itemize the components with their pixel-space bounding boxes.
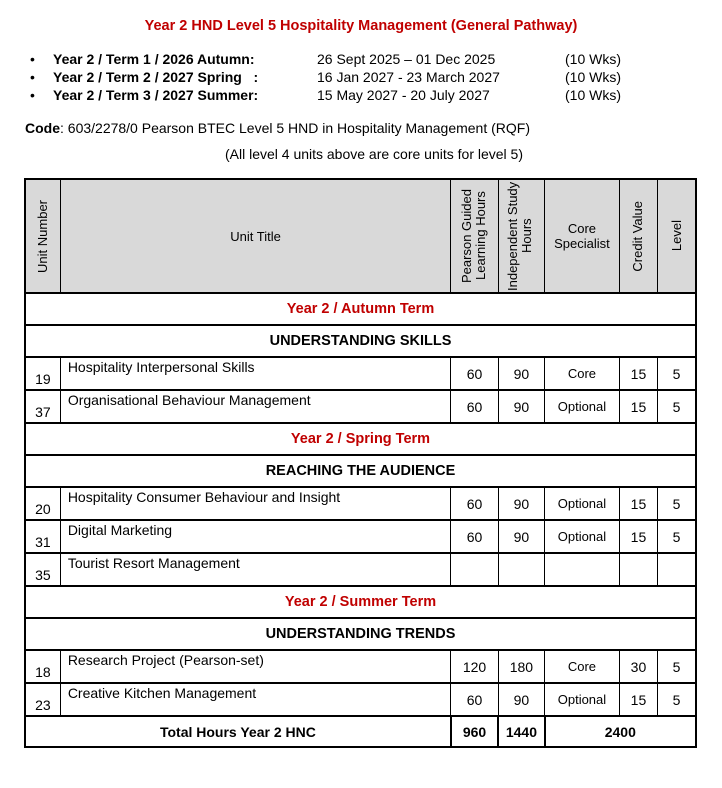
unit-title: Digital Marketing [60,520,450,553]
term-item [30,86,690,104]
credit-value: 15 [619,683,657,716]
bullet-icon: • [30,69,35,85]
term-item [30,68,690,86]
table-row [25,487,696,520]
note-text: (All level 4 units above are core units for level 5) [224,146,524,162]
independent-hours: 90 [498,390,544,423]
independent-hours: 180 [498,650,544,683]
unit-title: Organisational Behaviour Management [60,390,450,423]
total-overall-hours: 2400 [545,716,696,747]
term-heading-row [25,586,696,618]
unit-type: Core [545,357,620,390]
pearson-hours: 120 [451,650,498,683]
column-header-level: Level [658,179,696,293]
term-label: Year 2 / Term 2 / 2027 Spring : [53,69,259,85]
table-row [25,520,696,553]
column-header-core-specialist: Core Specialist [545,179,620,293]
unit-number: 18 [25,650,60,683]
credit-value [619,553,657,586]
code-label: Code [25,120,60,136]
core-units-note [0,146,722,162]
pearson-hours: 60 [451,390,498,423]
unit-number: 19 [25,357,60,390]
credit-value: 30 [619,650,657,683]
independent-hours: 90 [498,520,544,553]
unit-title: Tourist Resort Management [60,553,450,586]
term-dates: 26 Sept 2025 – 01 Dec 2025 [317,51,496,67]
term-item [30,50,690,68]
independent-hours [498,553,544,586]
pearson-hours: 60 [451,520,498,553]
units-table [24,178,697,748]
term-weeks: (10 Wks) [565,69,621,85]
term-heading: Year 2 / Spring Term [25,423,696,455]
unit-title: Research Project (Pearson-set) [60,650,450,683]
unit-number: 23 [25,683,60,716]
group-heading: UNDERSTANDING SKILLS [25,325,696,357]
group-heading-row [25,325,696,357]
column-header-pearson-hours: Pearson Guided Learning Hours [451,179,498,293]
term-dates: 16 Jan 2027 - 23 March 2027 [317,69,500,85]
total-label: Total Hours Year 2 HNC [25,716,451,747]
total-row [25,716,696,747]
unit-type: Optional [545,390,620,423]
level: 5 [658,683,696,716]
group-heading-row [25,455,696,487]
table-header-row [25,179,696,293]
level: 5 [658,520,696,553]
unit-type: Optional [545,487,620,520]
unit-title: Creative Kitchen Management [60,683,450,716]
unit-type: Optional [545,520,620,553]
term-heading: Year 2 / Autumn Term [25,293,696,325]
pearson-hours [451,553,498,586]
credit-value: 15 [619,520,657,553]
pearson-hours: 60 [451,357,498,390]
table-row [25,390,696,423]
unit-number: 35 [25,553,60,586]
table-row [25,650,696,683]
independent-hours: 90 [498,683,544,716]
column-header-unit-number: Unit Number [25,179,60,293]
bullet-icon: • [30,51,35,67]
term-dates: 15 May 2027 - 20 July 2027 [317,87,490,103]
credit-value: 15 [619,357,657,390]
group-heading: REACHING THE AUDIENCE [25,455,696,487]
qualification-code [25,120,530,136]
table-row [25,357,696,390]
term-label: Year 2 / Term 3 / 2027 Summer: [53,87,259,103]
level: 5 [658,487,696,520]
document-title: Year 2 HND Level 5 Hospitality Management (General Pathway) [144,18,578,34]
unit-number: 31 [25,520,60,553]
unit-type: Core [545,650,620,683]
term-heading-row [25,293,696,325]
level: 5 [658,390,696,423]
independent-hours: 90 [498,357,544,390]
term-heading-row [25,423,696,455]
pearson-hours: 60 [451,683,498,716]
bullet-icon: • [30,87,35,103]
table-row [25,683,696,716]
term-dates-list [30,50,690,104]
total-independent-hours: 1440 [498,716,544,747]
unit-title: Hospitality Consumer Behaviour and Insight [60,487,450,520]
unit-title: Hospitality Interpersonal Skills [60,357,450,390]
unit-number: 20 [25,487,60,520]
level [658,553,696,586]
term-weeks: (10 Wks) [565,87,621,103]
pearson-hours: 60 [451,487,498,520]
table-row [25,553,696,586]
level: 5 [658,357,696,390]
group-heading: UNDERSTANDING TRENDS [25,618,696,650]
term-heading: Year 2 / Summer Term [25,586,696,618]
column-header-unit-title: Unit Title [60,179,450,293]
column-header-credit-value: Credit Value [619,179,657,293]
credit-value: 15 [619,487,657,520]
total-pearson-hours: 960 [451,716,498,747]
unit-type [545,553,620,586]
unit-number: 37 [25,390,60,423]
credit-value: 15 [619,390,657,423]
term-label: Year 2 / Term 1 / 2026 Autumn: [53,51,255,67]
code-text: : 603/2278/0 Pearson BTEC Level 5 HND in Hospitality Management (RQF) [60,120,530,136]
group-heading-row [25,618,696,650]
level: 5 [658,650,696,683]
unit-type: Optional [545,683,620,716]
term-weeks: (10 Wks) [565,51,621,67]
column-header-independent-hours: Independent Study Hours [498,179,544,293]
independent-hours: 90 [498,487,544,520]
